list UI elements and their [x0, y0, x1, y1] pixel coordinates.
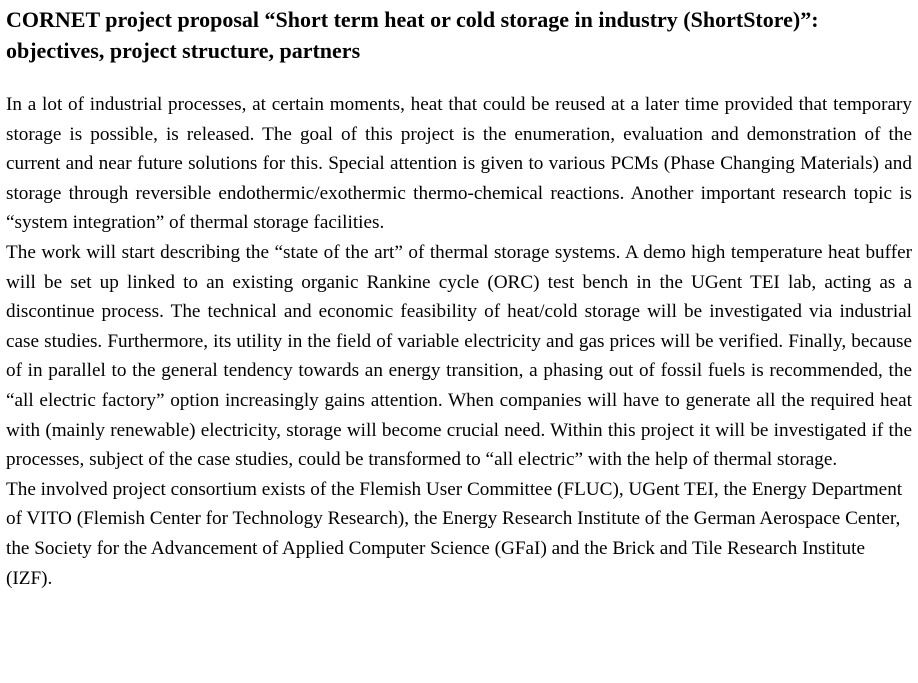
document-page [6, 4, 912, 593]
paragraph-project-structure: The work will start describing the “state of the art” of thermal storage systems. A demo high temperature heat buffer will be set up linked to an existing organic Rankine cycle (ORC) test bench in the UGent TEI lab, acting as a discontinue process. The technical and economic feasibility of heat/cold storage will be investigated via industrial case studies. Furthermore, its utility in the field of variable electricity and gas prices will be verified. Finally, because of in parallel to the general tendency towards an energy transition, a phasing out of fossil fuels is recommended, the “all electric factory” option increasingly gains attention. When companies will have to generate all the required heat with (mainly renewable) electricity, storage will become crucial need. Within this project it will be investigated if the processes, subject of the case studies, could be transformed to “all electric” with the help of thermal storage. [6, 241, 912, 471]
paragraph-objectives: In a lot of industrial processes, at certain moments, heat that could be reused at a later time provided that temporary storage is possible, is released. The goal of this project is the enumeration, evaluation and demonstration of the current and near future solutions for this. Special attention is given to various PCMs (Phase Changing Materials) and storage through reversible endothermic/exothermic thermo-chemical reactions. Another important research topic is “system integration” of thermal storage facilities. [6, 94, 912, 234]
paragraph-partners: The involved project consortium exists of the Flemish User Committee (FLUC), UGent TEI, the Energy Department of VITO (Flemish Center for Technology Research), the Energy Research Institute of the German Aerospace Center, the Society for the Advancement of Applied Computer Science (GFaI) and the Brick and Tile Research Institute (IZF). [6, 478, 903, 589]
document-title: CORNET project proposal “Short term heat or cold storage in industry (ShortStore)”: objectives, project structure, partners [6, 7, 819, 63]
